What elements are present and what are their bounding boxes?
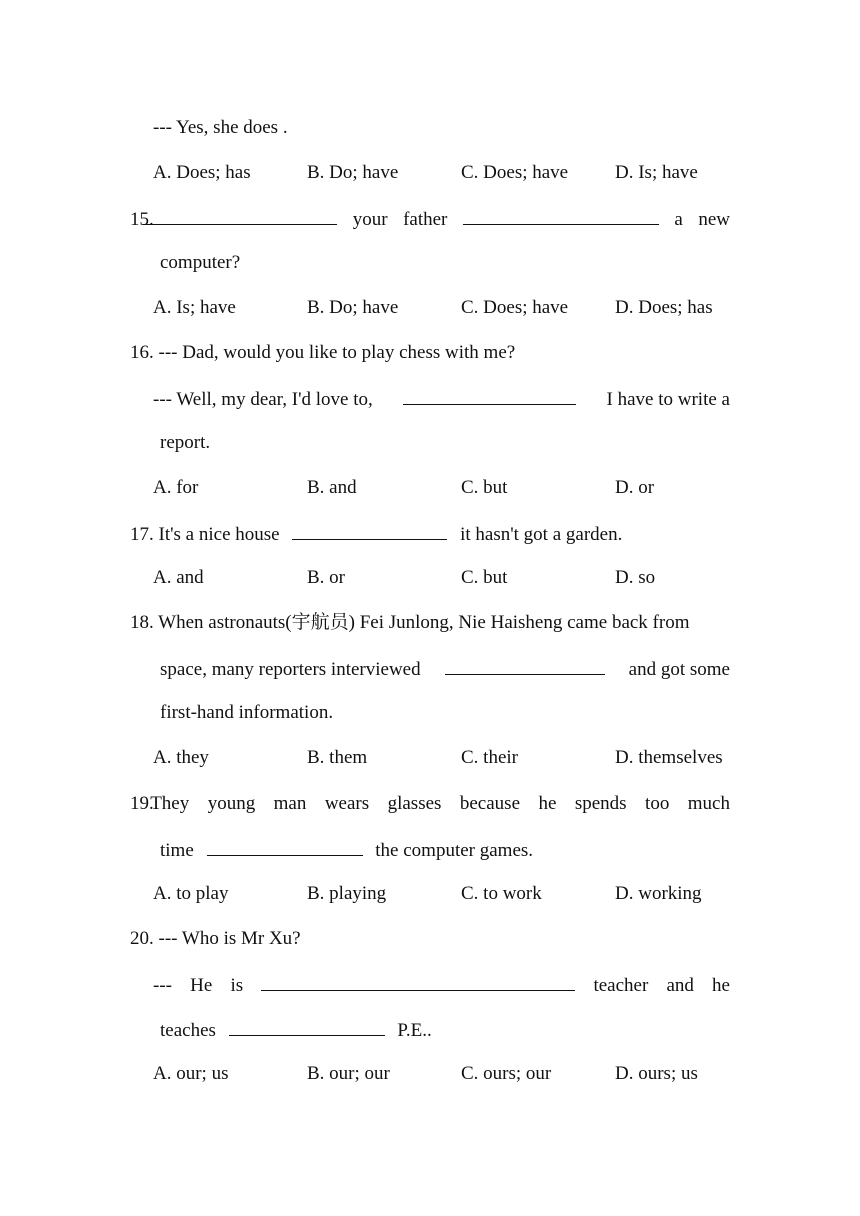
q19-option-d[interactable]: D. working [615, 883, 702, 904]
q14-answer-line: --- Yes, she does . [153, 117, 288, 138]
q20-word-he2: he [712, 975, 730, 996]
q19-number: 19. [130, 793, 154, 814]
q15-word-a: a [674, 209, 683, 230]
q15-line1 [130, 206, 730, 232]
q19-word: because [459, 793, 521, 814]
q17-blank[interactable] [292, 521, 447, 540]
q15-blank-2[interactable] [463, 206, 659, 225]
q17-option-d[interactable]: D. so [615, 567, 656, 588]
q16-option-c[interactable]: C. but [461, 477, 508, 498]
q15-option-a[interactable]: A. Is; have [153, 297, 236, 318]
q20-word-he: He [190, 975, 213, 996]
q14-option-a[interactable]: A. Does; has [153, 162, 251, 183]
q17-option-a[interactable]: A. and [153, 567, 204, 588]
q18-option-a[interactable]: A. they [153, 747, 209, 768]
q14-option-c[interactable]: C. Does; have [461, 162, 569, 183]
q17-line1 [130, 521, 622, 547]
q16-line2-before: --- Well, my dear, I'd love to, [153, 389, 373, 410]
q20-word-teacher: teacher [593, 975, 649, 996]
q15-word-your: your [352, 209, 388, 230]
q16-option-b[interactable]: B. and [307, 477, 357, 498]
q18-option-d[interactable]: D. themselves [615, 747, 723, 768]
q15-number: 15. [130, 209, 154, 230]
q19-word: he [538, 793, 557, 814]
q16-line2 [153, 386, 730, 412]
q20-option-c[interactable]: C. ours; our [461, 1063, 552, 1084]
q20-option-d[interactable]: D. ours; us [615, 1063, 698, 1084]
q15-option-c[interactable]: C. Does; have [461, 297, 569, 318]
q20-line1: 20. --- Who is Mr Xu? [130, 928, 301, 949]
q19-word: glasses [387, 793, 442, 814]
q18-line3: first-hand information. [160, 702, 334, 723]
q19-line2-after: the computer games. [375, 840, 534, 861]
q16-line1: 16. --- Dad, would you like to play chess with me? [130, 342, 516, 363]
q17-after: it hasn't got a garden. [460, 524, 623, 545]
q19-option-b[interactable]: B. playing [307, 883, 387, 904]
q15-word-new: new [698, 209, 730, 230]
q20-word-is: is [230, 975, 244, 996]
q19-word: young [207, 793, 256, 814]
q16-option-a[interactable]: A. for [153, 477, 199, 498]
q18-option-b[interactable]: B. them [307, 747, 368, 768]
q19-option-a[interactable]: A. to play [153, 883, 229, 904]
q20-line3-before: teaches [160, 1020, 216, 1041]
q19-word: wears [324, 793, 370, 814]
q19-word: They [150, 793, 190, 814]
q15-option-b[interactable]: B. Do; have [307, 297, 399, 318]
q18-line2 [160, 656, 730, 682]
q15-blank-1[interactable] [143, 206, 337, 225]
q18-blank[interactable] [445, 656, 605, 675]
q20-dash: --- [153, 975, 172, 996]
q20-word-and: and [666, 975, 694, 996]
q18-line2-before: space, many reporters interviewed [160, 659, 421, 680]
q16-line2-after: I have to write a [606, 389, 730, 410]
q19-blank[interactable] [207, 837, 363, 856]
q14-option-b[interactable]: B. Do; have [307, 162, 399, 183]
q17-before: 17. It's a nice house [130, 524, 280, 545]
q20-line2 [153, 972, 730, 998]
q15-word-father: father [403, 209, 448, 230]
q20-option-a[interactable]: A. our; us [153, 1063, 229, 1084]
q16-line3: report. [160, 432, 211, 453]
q17-option-c[interactable]: C. but [461, 567, 508, 588]
q16-blank[interactable] [403, 386, 576, 405]
q19-word: man [273, 793, 307, 814]
q19-word: much [687, 793, 730, 814]
q18-option-c[interactable]: C. their [461, 747, 518, 768]
q16-option-d[interactable]: D. or [615, 477, 655, 498]
q18-line1: 18. When astronauts(宇航员) Fei Junlong, Nie Haisheng came back from [130, 612, 690, 633]
q15-option-d[interactable]: D. Does; has [615, 297, 713, 318]
q15-line2: computer? [160, 252, 241, 273]
q14-option-d[interactable]: D. Is; have [615, 162, 698, 183]
q20-option-b[interactable]: B. our; our [307, 1063, 390, 1084]
q19-word: spends [574, 793, 627, 814]
q20-blank-1[interactable] [261, 972, 575, 991]
q19-option-c[interactable]: C. to work [461, 883, 542, 904]
q18-line2-after: and got some [628, 659, 730, 680]
q19-line1 [130, 792, 730, 816]
q20-line3 [160, 1017, 432, 1043]
q17-option-b[interactable]: B. or [307, 567, 345, 588]
q20-line3-after: P.E.. [397, 1020, 432, 1041]
q19-line2-before: time [160, 840, 194, 861]
q19-line2 [160, 837, 533, 863]
q20-blank-2[interactable] [229, 1017, 385, 1036]
q19-word: too [645, 793, 670, 814]
